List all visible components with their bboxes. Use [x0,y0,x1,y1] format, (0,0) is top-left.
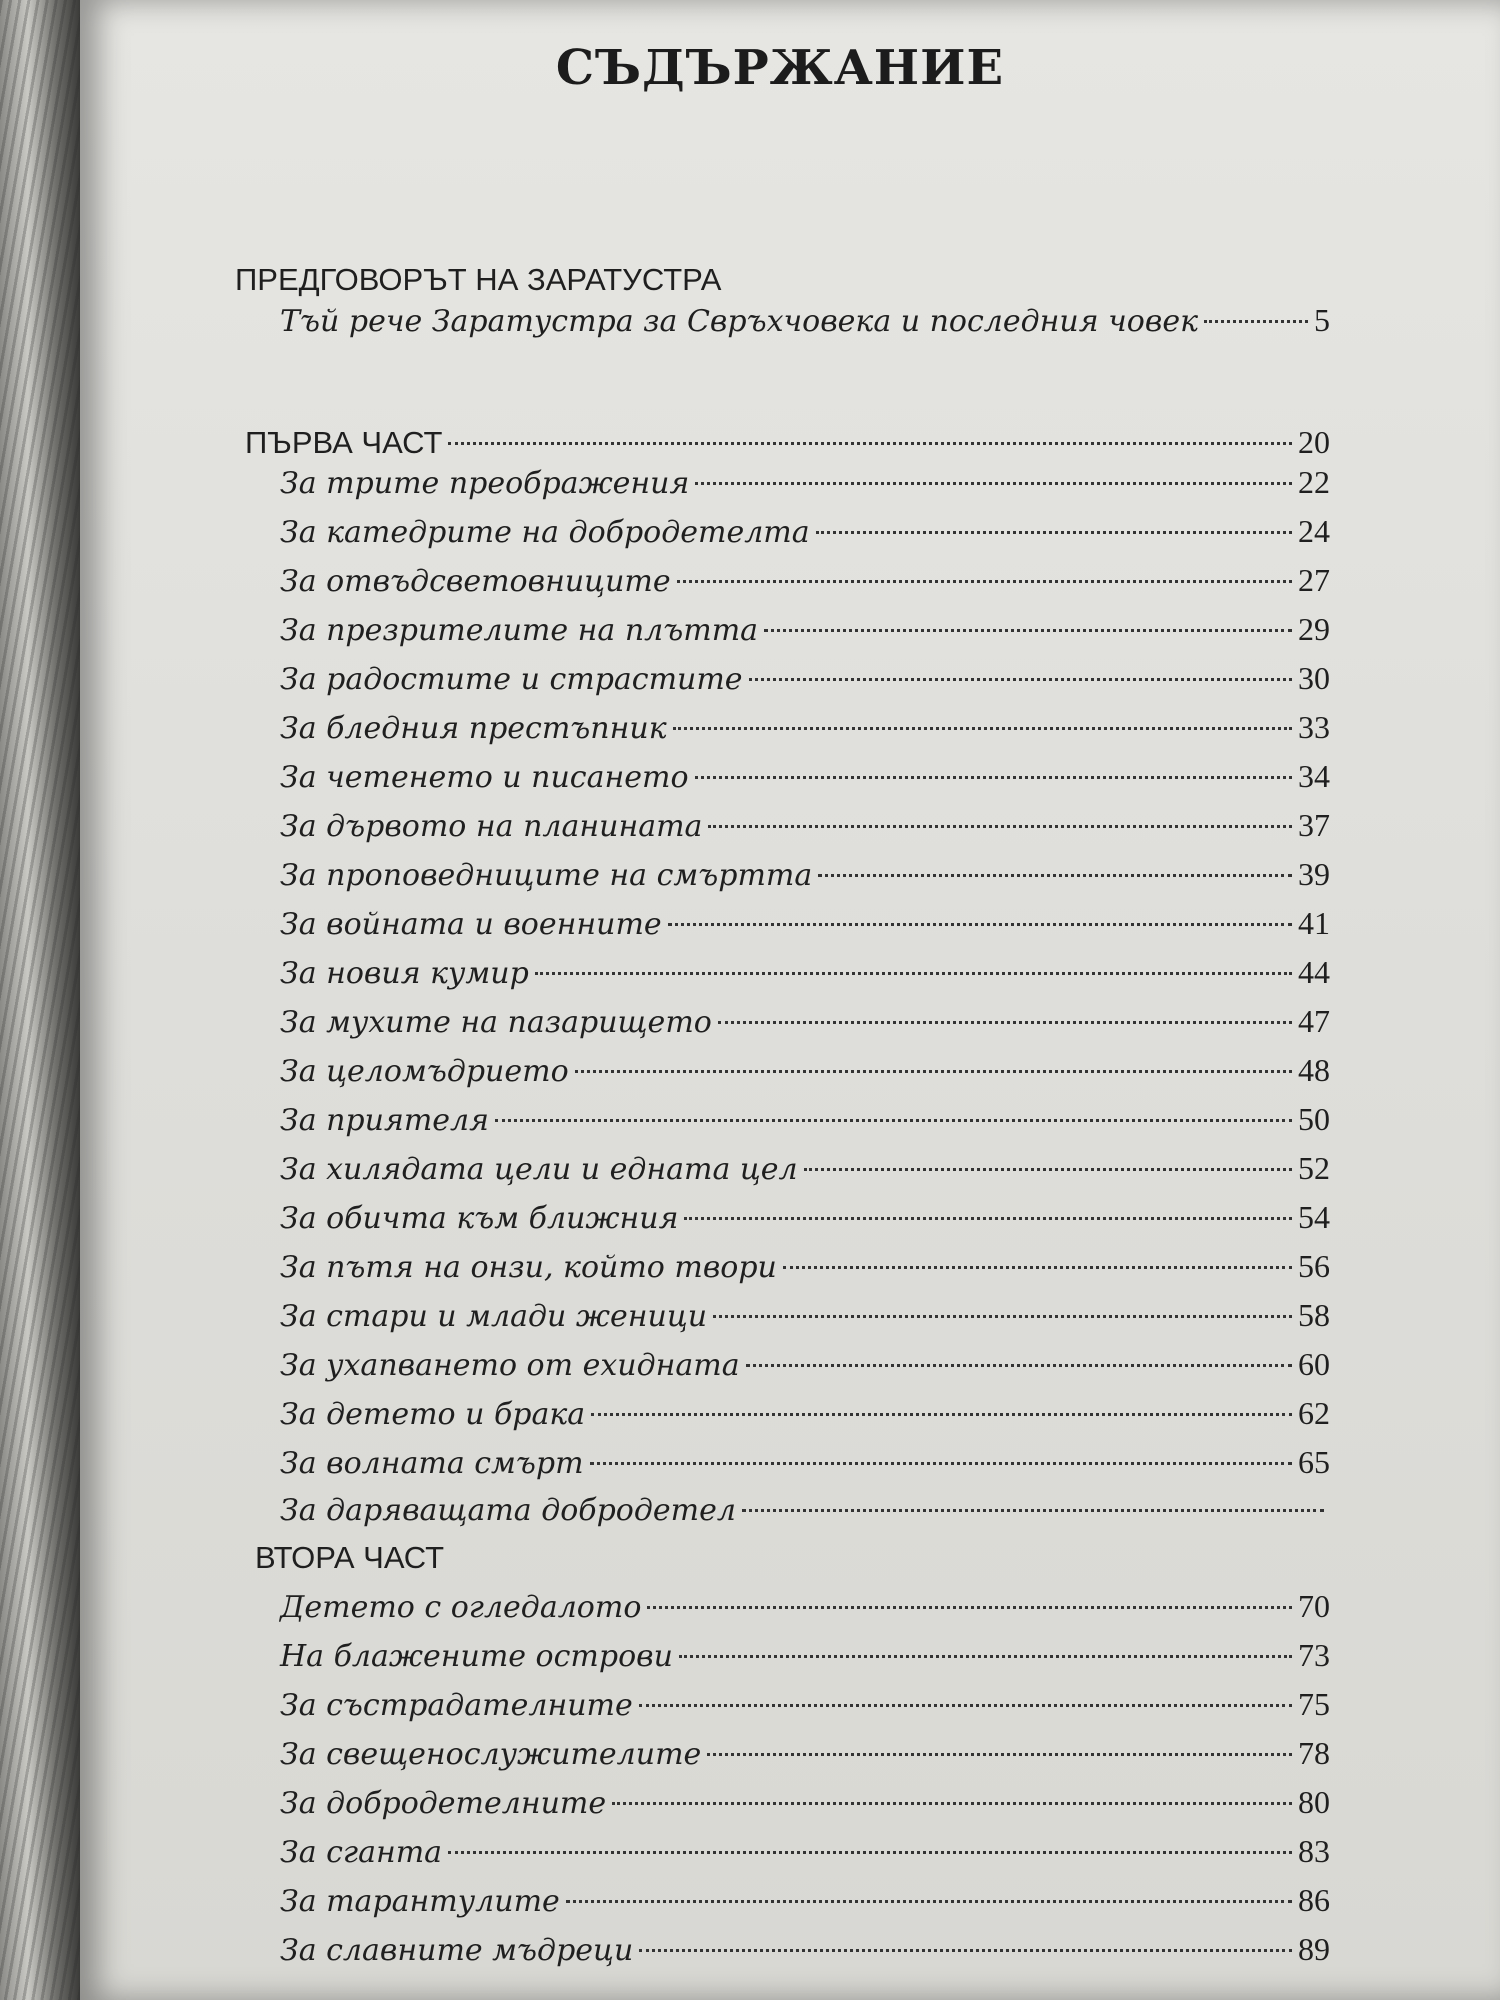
toc-entry-page: 58 [1298,1297,1330,1333]
dot-leader [713,1315,1292,1318]
toc-entry-page: 62 [1298,1395,1330,1431]
toc-entry-page: 44 [1298,954,1330,990]
dot-leader [684,1217,1292,1220]
toc-entry-label: За стари и млади женици [280,1299,708,1334]
toc-entry-label: За ухапването от ехидната [280,1348,740,1383]
toc-entry-label: За целомъдрието [280,1054,569,1089]
toc-entry-label: За добродетелните [280,1786,607,1821]
toc-entry-label: За войната и военните [280,907,662,942]
toc-entry-page: 5 [1314,302,1330,338]
dot-leader [707,1753,1292,1756]
toc-entry[interactable] [280,854,1330,894]
dot-leader [495,1119,1292,1122]
toc-entry-label: За проповедниците на смъртта [280,858,813,893]
toc-entry-label: За даряващата добродетел [280,1493,736,1528]
toc-entry-label: За детето и брака [280,1397,586,1432]
toc-entry-page: 24 [1298,513,1330,549]
dot-leader [647,1606,1292,1609]
dot-leader [591,1413,1292,1416]
dot-leader [816,531,1292,534]
toc-entry[interactable] [280,1099,1330,1139]
left-page-edge [0,0,80,2000]
dot-leader [677,580,1292,583]
table-of-contents [155,0,1405,2000]
part1-heading-page: 20 [1298,424,1330,460]
dot-leader [749,678,1292,681]
toc-entry-page: 73 [1298,1637,1330,1673]
toc-entry-page: 41 [1298,905,1330,941]
part2-heading: ВТОРА ЧАСТ [255,1540,445,1575]
toc-entry[interactable] [280,560,1330,600]
toc-entry-label: За отвъдсветовниците [280,564,671,599]
toc-entry-page: 33 [1298,709,1330,745]
toc-entry-label: Тъй рече Заратустра за Свръхчовека и последния човек [280,304,1199,339]
toc-entry[interactable] [280,1148,1330,1188]
page-title: СЪДЪРЖАНИЕ [555,40,1005,96]
toc-entry-page: 39 [1298,856,1330,892]
toc-entry-label: За новия кумир [280,956,529,991]
toc-entry-label: За състрадателните [280,1688,633,1723]
toc-entry-page: 80 [1298,1784,1330,1820]
dot-leader [695,482,1292,485]
toc-entry-page: 86 [1298,1882,1330,1918]
toc-entry-page: 89 [1298,1931,1330,1967]
dot-leader [804,1168,1292,1171]
toc-entry[interactable] [280,1929,1330,1969]
dot-leader [639,1704,1292,1707]
toc-entry[interactable] [280,1733,1330,1773]
toc-entry-page: 78 [1298,1735,1330,1771]
toc-entry-page: 22 [1298,464,1330,500]
toc-entry-page: 37 [1298,807,1330,843]
toc-entry[interactable] [280,1344,1330,1384]
toc-entry[interactable] [280,707,1330,747]
dot-leader [535,972,1292,975]
dot-leader [764,629,1292,632]
toc-entry[interactable] [280,1586,1330,1626]
toc-entry[interactable] [280,1684,1330,1724]
toc-entry[interactable] [280,805,1330,845]
toc-entry-page: 48 [1298,1052,1330,1088]
toc-entry-label: За волната смърт [280,1446,584,1481]
toc-entry-label: За сганта [280,1835,443,1870]
dot-leader [668,923,1292,926]
dot-leader [639,1949,1292,1952]
toc-entry-label: За бледния престъпник [280,711,667,746]
toc-entry-page: 34 [1298,758,1330,794]
dot-leader [575,1070,1292,1073]
toc-entry-label: За свещенослужителите [280,1737,702,1772]
toc-entry[interactable] [280,1491,1330,1531]
prologue-heading: ПРЕДГОВОРЪТ НА ЗАРАТУСТРА [235,262,722,297]
dot-leader [448,442,1292,445]
toc-entry-label: На блажените острови [280,1639,673,1674]
toc-entry[interactable] [280,1246,1330,1286]
dot-leader [742,1509,1324,1512]
toc-entry-label: Детето с огледалото [280,1590,642,1625]
toc-entry-page: 54 [1298,1199,1330,1235]
dot-leader [590,1462,1292,1465]
toc-entry[interactable] [280,1197,1330,1237]
toc-entry[interactable] [280,462,1330,502]
book-page [80,0,1500,2000]
dot-leader [708,825,1292,828]
toc-entry-page: 60 [1298,1346,1330,1382]
dot-leader [566,1900,1292,1903]
toc-entry-page: 75 [1298,1686,1330,1722]
toc-entry[interactable] [280,1295,1330,1335]
dot-leader [673,727,1292,730]
toc-entry[interactable] [280,1050,1330,1090]
part1-heading: ПЪРВА ЧАСТ [245,425,443,460]
dot-leader [679,1655,1292,1658]
toc-entry-page: 83 [1298,1833,1330,1869]
toc-entry-page: 52 [1298,1150,1330,1186]
dot-leader [695,776,1292,779]
toc-entry-label: За хилядата цели и едната цел [280,1152,798,1187]
toc-entry-page: 30 [1298,660,1330,696]
toc-entry[interactable] [280,511,1330,551]
toc-entry-page: 65 [1298,1444,1330,1480]
toc-entry-page: 70 [1298,1588,1330,1624]
toc-entry-prologue[interactable] [280,300,1330,340]
dot-leader [448,1851,1292,1854]
toc-entry[interactable] [280,1442,1330,1482]
toc-entry-label: За приятеля [280,1103,489,1138]
toc-entry[interactable] [280,1782,1330,1822]
toc-entry-label: За четенето и писането [280,760,689,795]
toc-entry-label: За мухите на пазарището [280,1005,712,1040]
toc-entry[interactable] [280,1001,1330,1041]
toc-entry[interactable] [280,658,1330,698]
toc-entry-page: 56 [1298,1248,1330,1284]
toc-entry-label: За катедрите на добродетелта [280,515,810,550]
toc-entry-label: За обичта към ближния [280,1201,679,1236]
toc-entry-page: 47 [1298,1003,1330,1039]
toc-entry[interactable] [280,756,1330,796]
dot-leader [746,1364,1292,1367]
toc-entry[interactable] [280,1880,1330,1920]
toc-entry-label: За трите преображения [280,466,690,501]
toc-entry[interactable] [280,952,1330,992]
toc-entry[interactable] [280,1393,1330,1433]
toc-entry-label: За дървото на планината [280,809,703,844]
dot-leader [783,1266,1292,1269]
toc-entry-label: За радостите и страстите [280,662,743,697]
dot-leader [718,1021,1292,1024]
toc-entry-label: За презрителите на плътта [280,613,759,648]
toc-entry-page: 50 [1298,1101,1330,1137]
toc-entry-page: 29 [1298,611,1330,647]
dot-leader [612,1802,1292,1805]
toc-entry-label: За пътя на онзи, който твори [280,1250,777,1285]
dot-leader [1204,320,1308,323]
toc-entry[interactable] [280,1635,1330,1675]
toc-entry[interactable] [280,1831,1330,1871]
part1-heading-row[interactable] [245,422,1330,462]
dot-leader [818,874,1292,877]
toc-entry[interactable] [280,903,1330,943]
toc-entry-label: За тарантулите [280,1884,560,1919]
toc-entry-label: За славните мъдреци [280,1933,634,1968]
toc-entry[interactable] [280,609,1330,649]
toc-entry-page: 27 [1298,562,1330,598]
